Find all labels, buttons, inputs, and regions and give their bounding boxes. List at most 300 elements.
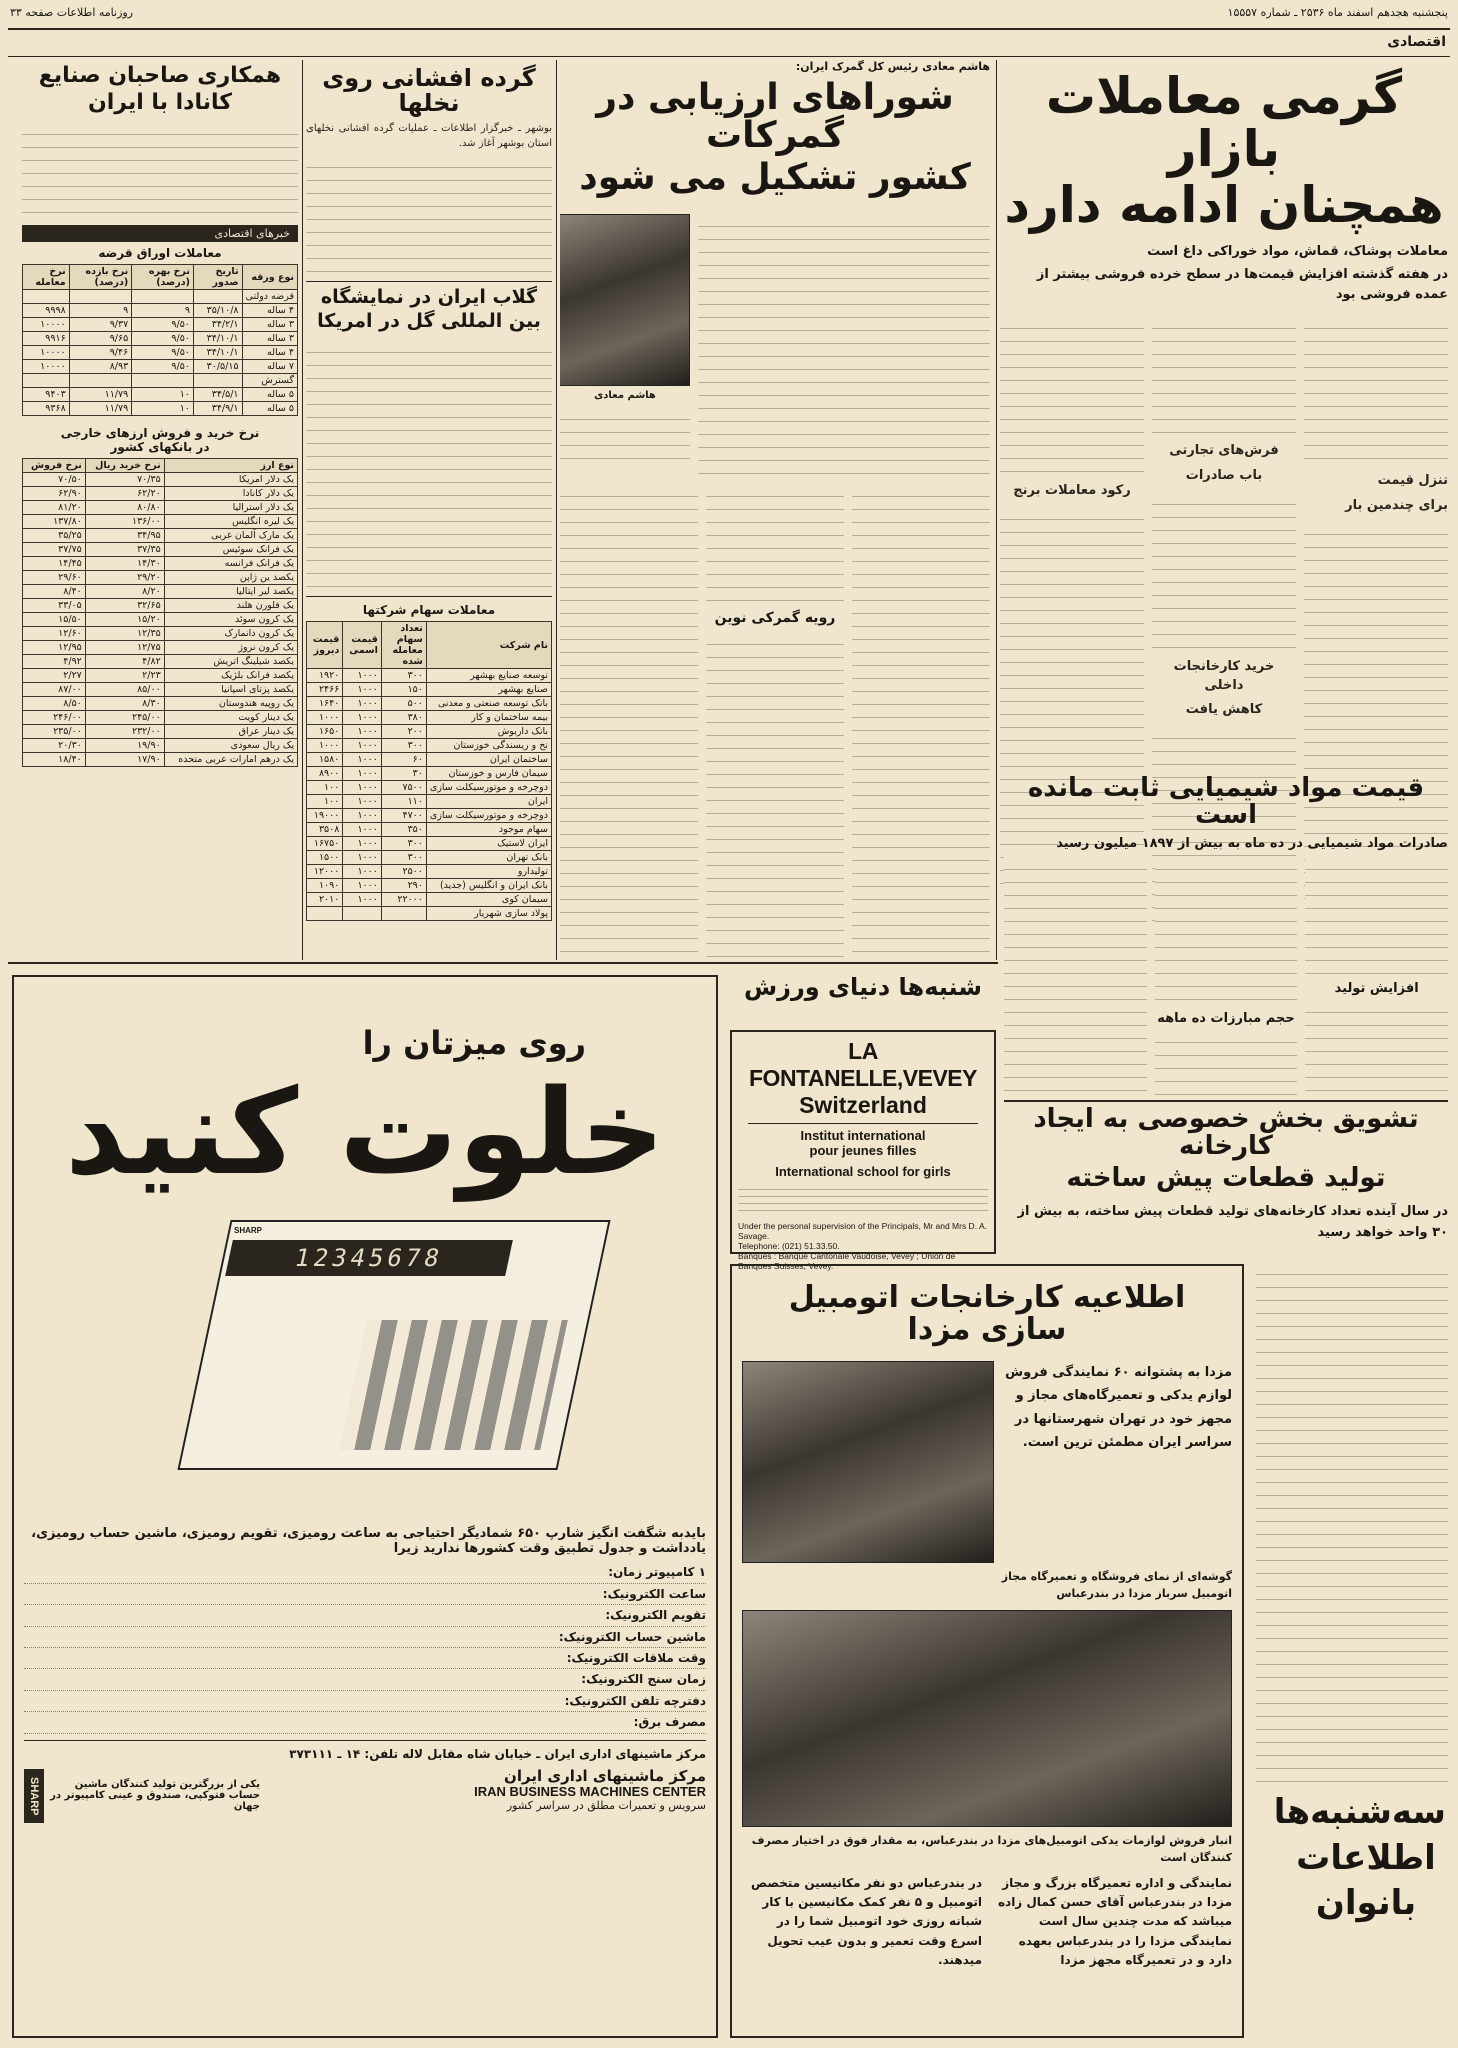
stocks-cell: ۸۹۰۰ bbox=[307, 767, 343, 781]
stocks-table bbox=[306, 621, 552, 921]
stocks-row bbox=[307, 795, 552, 809]
bonds-cell: ۹/۵۰ bbox=[132, 346, 194, 360]
lead-sub-export: باب صادرات bbox=[1185, 467, 1263, 483]
fx-cell: یک دینار عراق bbox=[164, 725, 297, 739]
sports-title: شنبه‌ها دنیای ورزش bbox=[744, 973, 982, 1001]
fx-cell: یکصد پزتای اسپانیا bbox=[164, 683, 297, 697]
stocks-cell: بیمه ساختمان و کار bbox=[426, 711, 551, 725]
stocks-cell: ۱۹۰۰۰ bbox=[307, 809, 343, 823]
bonds-cell: ۹/۵۰ bbox=[132, 332, 194, 346]
stocks-cell: ۱۰۰۰ bbox=[343, 683, 382, 697]
private-headline-1: تشویق بخش خصوصی به ایجاد کارخانه bbox=[1033, 1106, 1419, 1162]
customs-chief-photo bbox=[560, 214, 690, 386]
stocks-cell: ۴۷۰۰ bbox=[381, 809, 426, 823]
fx-cell: ۷۰/۵۰ bbox=[23, 473, 86, 487]
stocks-cell: ۳۰۰ bbox=[381, 837, 426, 851]
section-label: اقتصادی bbox=[1387, 34, 1446, 50]
fx-cell: ۳۷/۳۵ bbox=[85, 543, 164, 557]
stocks-cell: ۱۰۰۰ bbox=[343, 725, 382, 739]
bonds-cell: ۱۰ bbox=[132, 402, 194, 416]
fx-header: نرخ فروش bbox=[23, 459, 86, 473]
lead-sub-cut: تنزل قیمت bbox=[1377, 473, 1448, 489]
bonds-cell: ۹/۵۰ bbox=[132, 318, 194, 332]
col-rule-1 bbox=[996, 60, 997, 960]
sharp-feature-item: ماشین حساب الکترونیک: bbox=[24, 1627, 706, 1648]
stocks-row bbox=[307, 739, 552, 753]
school-name: LA FONTANELLE,VEVEY bbox=[749, 1038, 977, 1091]
lead-sub-buy: خرید کارخانجات داخلی bbox=[1173, 658, 1275, 693]
fx-cell: ۸۵/۰۰ bbox=[85, 683, 164, 697]
bonds-cell: ۹/۳۷ bbox=[69, 318, 132, 332]
bonds-cell: ۷ ساله bbox=[242, 360, 297, 374]
bonds-header: نوع ورقه bbox=[242, 265, 297, 290]
private-sector-body bbox=[1256, 1262, 1448, 1782]
rose-headline-2: بین المللی گل در امریکا bbox=[317, 310, 541, 333]
fx-cell: ۱۵/۵۰ bbox=[23, 613, 86, 627]
customs-photo-caption: هاشم معادی bbox=[594, 390, 656, 402]
bonds-cell: ۱۰ bbox=[132, 388, 194, 402]
bonds-row bbox=[23, 318, 298, 332]
stocks-cell: ۱۵۸۰ bbox=[307, 753, 343, 767]
fx-cell: یک کرون سوئد bbox=[164, 613, 297, 627]
fx-cell: یک فرانک فرانسه bbox=[164, 557, 297, 571]
fx-cell: ۱۵/۲۰ bbox=[85, 613, 164, 627]
fx-cell: ۶۲/۹۰ bbox=[23, 487, 86, 501]
fx-cell: ۲۰/۳۰ bbox=[23, 739, 86, 753]
fx-row bbox=[23, 487, 298, 501]
chemicals-sub-increase: افزایش تولید bbox=[1334, 980, 1419, 996]
fx-cell: ۷۰/۳۵ bbox=[85, 473, 164, 487]
stocks-header: نام شرکت bbox=[426, 622, 551, 669]
stocks-row bbox=[307, 753, 552, 767]
fx-cell: یک فلورن هلند bbox=[164, 599, 297, 613]
fx-cell: ۱۳۷/۸۰ bbox=[23, 515, 86, 529]
stocks-cell: بانک تهران bbox=[426, 851, 551, 865]
canada-headline-1: همکاری صاحبان صنایع bbox=[38, 63, 282, 88]
stocks-cell: ۲۰۰ bbox=[381, 725, 426, 739]
bonds-cell: ۴ ساله bbox=[242, 346, 297, 360]
fx-cell: ۴/۸۲ bbox=[85, 655, 164, 669]
stocks-cell: ۳۰۰ bbox=[381, 739, 426, 753]
bonds-cell: ۹/۵۰ bbox=[132, 360, 194, 374]
bonds-cell: ۹۳۶۸ bbox=[23, 402, 70, 416]
sharp-logo: SHARP bbox=[24, 1769, 44, 1824]
stocks-cell: ۱۰۰۰ bbox=[343, 865, 382, 879]
fx-row bbox=[23, 627, 298, 641]
stocks-row bbox=[307, 697, 552, 711]
fx-cell: یک کرون دانمارک bbox=[164, 627, 297, 641]
customs-article bbox=[560, 60, 990, 960]
sharp-feature-item: مصرف برق: bbox=[24, 1712, 706, 1733]
chemicals-sub-volume: حجم مبارزات ده ماهه bbox=[1157, 1010, 1295, 1026]
paper-page: روزنامه اطلاعات صفحه ۳۳ bbox=[10, 6, 134, 19]
fx-row bbox=[23, 739, 298, 753]
calculator-brand: SHARP bbox=[234, 1226, 263, 1236]
stocks-header: قیمت دیروز bbox=[307, 622, 343, 669]
stocks-row bbox=[307, 865, 552, 879]
sharp-feature-item: ۱ کامپیوتر زمان: bbox=[24, 1562, 706, 1583]
bonds-cell: ۳۴/۵/۱ bbox=[193, 388, 242, 402]
stocks-cell: صنایع بهشهر bbox=[426, 683, 551, 697]
stocks-cell: ۵۰۰ bbox=[381, 697, 426, 711]
fx-row bbox=[23, 585, 298, 599]
fx-row bbox=[23, 683, 298, 697]
sports-banner bbox=[730, 975, 996, 1015]
stocks-cell: ۷۵۰۰ bbox=[381, 781, 426, 795]
fx-cell: ۲۴۵/۰۰ bbox=[85, 711, 164, 725]
lead-deck-1: معاملات پوشاک، قماش، مواد خوراکی داغ است bbox=[1147, 243, 1448, 259]
stocks-cell: ۱۰۰ bbox=[307, 781, 343, 795]
stocks-cell: ۱۰۰ bbox=[307, 795, 343, 809]
stocks-cell: ۲۵۰۰ bbox=[381, 865, 426, 879]
bonds-cell: ۳۴/۱۰/۱ bbox=[193, 346, 242, 360]
tuesday-promo bbox=[1273, 1792, 1446, 2035]
fx-row bbox=[23, 711, 298, 725]
stocks-cell: ایران لاستیک bbox=[426, 837, 551, 851]
stocks-cell: ۳۰۰ bbox=[381, 851, 426, 865]
stocks-row bbox=[307, 725, 552, 739]
stocks-cell: ۱۰۰۰ bbox=[343, 809, 382, 823]
stocks-cell: بانک ایران و انگلیس (جدید) bbox=[426, 879, 551, 893]
fx-cell: ۳۵/۲۵ bbox=[23, 529, 86, 543]
bonds-cell bbox=[23, 374, 70, 388]
lead-sub-rice: رکود معاملات برنج bbox=[1013, 483, 1131, 499]
bonds-cell: ۱۰۰۰۰ bbox=[23, 318, 70, 332]
bonds-header: نرخ بهره (درصد) bbox=[132, 265, 194, 290]
bonds-header: تاریخ صدور bbox=[193, 265, 242, 290]
stocks-cell: نخ و ریسندگی خوزستان bbox=[426, 739, 551, 753]
fx-cell: ۸/۳۰ bbox=[85, 697, 164, 711]
mazda-warehouse-photo bbox=[742, 1610, 1232, 1827]
bonds-cell bbox=[23, 290, 70, 304]
fx-cell: ۱۲/۹۵ bbox=[23, 641, 86, 655]
school-line-2: pour jeunes filles bbox=[809, 1143, 917, 1158]
fx-row bbox=[23, 641, 298, 655]
bonds-header: نرخ بازده (درصد) bbox=[69, 265, 132, 290]
mazda-headline: اطلاعیه کارخانجات اتومبیل سازی مزدا bbox=[788, 1280, 1186, 1347]
fx-cell: یک ریال سعودی bbox=[164, 739, 297, 753]
fx-cell: ۲۹/۲۰ bbox=[85, 571, 164, 585]
fx-cell: ۸/۴۰ bbox=[23, 585, 86, 599]
bonds-cell: ۳۴/۹/۱ bbox=[193, 402, 242, 416]
stocks-cell: توسعه صنایع بهشهر bbox=[426, 669, 551, 683]
fx-row bbox=[23, 473, 298, 487]
stocks-cell: ۱۱۰ bbox=[381, 795, 426, 809]
bonds-cell bbox=[132, 374, 194, 388]
rose-headline-1: گلاب ایران در نمایشگاه bbox=[320, 286, 538, 309]
fx-cell: ۸۰/۸۰ bbox=[85, 501, 164, 515]
fx-row bbox=[23, 697, 298, 711]
sharp-feature-item: تقویم الکترونیک: bbox=[24, 1605, 706, 1626]
fx-cell: ۱۳۶/۰۰ bbox=[85, 515, 164, 529]
fx-cell: ۸۷/۰۰ bbox=[23, 683, 86, 697]
bonds-row bbox=[23, 360, 298, 374]
fx-row bbox=[23, 669, 298, 683]
rule-private bbox=[1004, 1100, 1448, 1102]
fx-cell: یکصد شیلینگ اتریش bbox=[164, 655, 297, 669]
stocks-cell: بانک داریوش bbox=[426, 725, 551, 739]
stocks-cell: ۳۸۰ bbox=[381, 711, 426, 725]
mazda-caption-2: انبار فروش لوازمات یدکی اتومبیل‌های مزدا در بندرعباس، به مقدار فوق در اختیار مصرف کنندگان است bbox=[751, 1834, 1232, 1864]
stocks-cell: ۶۰ bbox=[381, 753, 426, 767]
fx-cell: ۲/۲۳ bbox=[85, 669, 164, 683]
fx-cell: ۸۱/۲۰ bbox=[23, 501, 86, 515]
school-banks: Banques : Banque Cantonale Vaudoise, Vevey ; Union de Banques Suisses, Vevey. bbox=[738, 1251, 956, 1271]
fx-cell: ۳۷/۷۵ bbox=[23, 543, 86, 557]
lead-sub-drop: کاهش یافت bbox=[1185, 702, 1263, 718]
stocks-row bbox=[307, 669, 552, 683]
sharp-top-line: روی میزتان را bbox=[362, 1024, 586, 1062]
fx-cell: ۱۲/۳۵ bbox=[85, 627, 164, 641]
fx-cell: ۱۴/۳۰ bbox=[85, 557, 164, 571]
customs-kicker: هاشم معادی رئیس کل گمرک ایران: bbox=[795, 60, 990, 73]
bonds-cell: ۸/۹۳ bbox=[69, 360, 132, 374]
left-column bbox=[22, 60, 298, 960]
sharp-ad bbox=[12, 975, 718, 2038]
bonds-cell: ۹ bbox=[132, 304, 194, 318]
bonds-cell bbox=[69, 374, 132, 388]
bonds-cell: ۹/۶۵ bbox=[69, 332, 132, 346]
mazda-bottom-2: در بندرعباس دو نفر مکانیسین متخصص اتومبیل و ۵ نفر کمک مکانیسین با کار شبانه روزی خود اتومبیل شما را در اسرع وقت تعمیر و بدون عیب تحویل میدهند. bbox=[751, 1876, 982, 1967]
stocks-cell: سهام موجود bbox=[426, 823, 551, 837]
school-line-1: Institut international bbox=[800, 1128, 926, 1143]
stocks-cell: ۱۶۷۵۰ bbox=[307, 837, 343, 851]
pollination-headline: گرده افشانی روی نخلها bbox=[322, 64, 536, 118]
fx-title-1: نرخ خرید و فروش ارزهای خارجی bbox=[60, 426, 260, 441]
sharp-desc-1: بایدبه شگفت انگیز شارپ ۶۵۰ شمادیگر احتیاجی به ساعت رومیزی، تقویم رومیزی، ماشین حساب رومیزی، bbox=[31, 1526, 706, 1542]
stocks-cell: ۱۵۰ bbox=[381, 683, 426, 697]
stocks-row bbox=[307, 809, 552, 823]
bonds-row bbox=[23, 332, 298, 346]
economic-news-banner: خبرهای اقتصادی bbox=[22, 225, 298, 242]
calculator-keypad bbox=[340, 1320, 568, 1450]
fx-cell: ۲۳۲/۰۰ bbox=[85, 725, 164, 739]
fx-cell: یکصد فرانک بلژیک bbox=[164, 669, 297, 683]
school-line-4: Under the personal supervision of the Principals, Mr and Mrs D. A. Savage. bbox=[738, 1221, 987, 1241]
bonds-row bbox=[23, 388, 298, 402]
tuesday-line-1: سه‌شنبه‌ها bbox=[1273, 1792, 1446, 1832]
fx-cell: یک روپیه هندوستان bbox=[164, 697, 297, 711]
fx-cell: یک دلار کانادا bbox=[164, 487, 297, 501]
stocks-cell: ۱۰۰۰ bbox=[343, 893, 382, 907]
pollination-article bbox=[306, 60, 552, 960]
bonds-cell: ۹/۴۶ bbox=[69, 346, 132, 360]
fx-header: نرخ خرید ریال bbox=[85, 459, 164, 473]
bonds-cell: ۱۱/۷۹ bbox=[69, 402, 132, 416]
bonds-cell: گسترش bbox=[242, 374, 297, 388]
stocks-row bbox=[307, 879, 552, 893]
stocks-cell: سیمان فارس و خوزستان bbox=[426, 767, 551, 781]
fx-cell: ۲/۲۷ bbox=[23, 669, 86, 683]
sharp-feature-item: زمان سنج الکترونیک: bbox=[24, 1669, 706, 1690]
bonds-cell: ۵ ساله bbox=[242, 402, 297, 416]
stocks-cell: ۱۹۲۰ bbox=[307, 669, 343, 683]
stocks-cell: ۱۰۰۰ bbox=[343, 879, 382, 893]
bonds-cell: ۳۴/۲/۱ bbox=[193, 318, 242, 332]
school-ad bbox=[730, 1030, 996, 1271]
fx-cell: یکصد ین ژاپن bbox=[164, 571, 297, 585]
fx-cell: ۱۴/۴۵ bbox=[23, 557, 86, 571]
fx-cell: یک دینار کویت bbox=[164, 711, 297, 725]
stocks-cell: ۱۲۰۰۰ bbox=[307, 865, 343, 879]
fx-row bbox=[23, 529, 298, 543]
stocks-cell: ۱۰۰۰ bbox=[307, 739, 343, 753]
stocks-row bbox=[307, 823, 552, 837]
fx-row bbox=[23, 613, 298, 627]
bonds-header: نرخ معامله bbox=[23, 265, 70, 290]
tuesday-line-2: اطلاعات bbox=[1296, 1837, 1436, 1878]
bonds-cell bbox=[69, 290, 132, 304]
bonds-cell bbox=[193, 374, 242, 388]
stocks-cell: ۱۰۰۰ bbox=[343, 739, 382, 753]
fx-cell: ۶۲/۲۰ bbox=[85, 487, 164, 501]
stocks-cell: ۱۰۰۰ bbox=[343, 823, 382, 837]
sharp-feature-item: دفترچه تلفن الکترونیک: bbox=[24, 1691, 706, 1712]
stocks-cell: ۱۰۰۰ bbox=[343, 697, 382, 711]
calculator-display: 12345678 bbox=[225, 1240, 513, 1276]
stocks-cell: ۳۵۰۸ bbox=[307, 823, 343, 837]
mid-rule bbox=[8, 962, 998, 964]
tuesday-line-3: بانوان bbox=[1315, 1883, 1417, 1924]
fx-cell: یکصد لیر ایتالیا bbox=[164, 585, 297, 599]
bonds-cell: ۳ ساله bbox=[242, 318, 297, 332]
fx-row bbox=[23, 571, 298, 585]
fx-cell: ۱۲/۷۵ bbox=[85, 641, 164, 655]
sharp-address: مرکز ماشینهای اداری ایران ـ خیابان شاه مقابل لاله تلفن: ۱۴ ـ ۳۷۳۱۱۱ bbox=[289, 1746, 706, 1761]
bonds-cell: ۱۱/۷۹ bbox=[69, 388, 132, 402]
bonds-table bbox=[22, 264, 298, 416]
fx-cell: یک دلار امریکا bbox=[164, 473, 297, 487]
stocks-cell: بانک توسعه صنعتی و معدنی bbox=[426, 697, 551, 711]
stocks-cell: ۱۰۰۰ bbox=[343, 781, 382, 795]
chemicals-headline: قیمت مواد شیمیایی ثابت مانده است bbox=[1027, 775, 1425, 831]
bonds-cell: ۹۴۰۳ bbox=[23, 388, 70, 402]
bonds-cell: ۳ ساله bbox=[242, 332, 297, 346]
fx-row bbox=[23, 557, 298, 571]
stocks-cell: ۲۲۰۰۰ bbox=[381, 893, 426, 907]
sharp-big-line: خلوت کنید bbox=[65, 1062, 665, 1201]
stocks-cell: سیمان کوی bbox=[426, 893, 551, 907]
fx-cell: ۱۸/۴۰ bbox=[23, 753, 86, 767]
stocks-cell bbox=[307, 907, 343, 921]
sharp-desc-2: یادداشت و جدول تطبیق وقت کشورها ندارید زیرا bbox=[393, 1541, 706, 1557]
fx-row bbox=[23, 501, 298, 515]
fx-cell: یک کرون نروژ bbox=[164, 641, 297, 655]
stocks-cell: ۱۵۰۰ bbox=[307, 851, 343, 865]
stocks-cell: ۱۰۰۰ bbox=[307, 711, 343, 725]
masthead bbox=[0, 0, 1458, 28]
fx-row bbox=[23, 599, 298, 613]
fx-row bbox=[23, 655, 298, 669]
stocks-cell: ۳۵۰ bbox=[381, 823, 426, 837]
bonds-cell: ۳۵/۱۰/۸ bbox=[193, 304, 242, 318]
stocks-cell: پولاد سازی شهریار bbox=[426, 907, 551, 921]
bonds-cell: ۴ ساله bbox=[242, 304, 297, 318]
lead-headline-1: گرمی معاملات بازار bbox=[1045, 67, 1403, 178]
bonds-row bbox=[23, 304, 298, 318]
canada-headline-2: کانادا با ایران bbox=[87, 90, 233, 116]
stocks-cell: تولیدارو bbox=[426, 865, 551, 879]
bonds-cell bbox=[193, 290, 242, 304]
bonds-cell: ۵ ساله bbox=[242, 388, 297, 402]
private-headline-2: تولید قطعات پیش ساخته bbox=[1066, 1162, 1386, 1193]
lead-sub-first: برای چندمین بار bbox=[1345, 497, 1448, 513]
bonds-cell: ۱۰۰۰۰ bbox=[23, 346, 70, 360]
sharp-center-fa: مرکز ماشینهای اداری ایران bbox=[504, 1766, 706, 1785]
fx-cell: ۸/۲۰ bbox=[85, 585, 164, 599]
stocks-cell: ۱۰۰۰ bbox=[343, 669, 382, 683]
stocks-row bbox=[307, 851, 552, 865]
bonds-row bbox=[23, 402, 298, 416]
lead-sub-rugs: فرش‌های تجارتی bbox=[1169, 443, 1279, 459]
section-rule bbox=[8, 56, 1450, 57]
school-phone: Telephone: (021) 51.33.50. bbox=[738, 1241, 840, 1251]
stocks-header: تعداد سهام معامله شده bbox=[381, 622, 426, 669]
fx-cell: یک دلار استرالیا bbox=[164, 501, 297, 515]
stocks-row bbox=[307, 683, 552, 697]
mazda-storefront-photo bbox=[742, 1361, 994, 1563]
fx-cell: ۲۴۶/۰۰ bbox=[23, 711, 86, 725]
bonds-row bbox=[23, 374, 298, 388]
stocks-cell: ۱۰۰۰ bbox=[343, 795, 382, 809]
bonds-cell: ۹ bbox=[69, 304, 132, 318]
sharp-feature-list bbox=[24, 1562, 706, 1733]
stocks-row bbox=[307, 767, 552, 781]
calculator-illustration bbox=[24, 1210, 706, 1520]
stocks-cell: ۱۶۴۰ bbox=[307, 697, 343, 711]
stocks-cell: ۲۰۱۰ bbox=[307, 893, 343, 907]
fx-cell: ۳۳/۰۵ bbox=[23, 599, 86, 613]
mazda-text: مزدا به پشتوانه ۶۰ نمایندگی فروش لوازم یدکی و تعمیرگاه‌های مجاز و مجهز خود در تهران شهرستانها در سراسر ایران مطمئن ترین است. bbox=[1005, 1365, 1232, 1451]
school-line-3: International school for girls bbox=[775, 1164, 951, 1179]
mazda-bottom-1: نمایندگی و اداره تعمیرگاه بزرگ و مجاز مزدا در بندرعباس آقای حسن کمال زاده میباشد که مدت چندین سال است نمایندگی مزدا را در بندرعباس بعهده دارد و در تعمیرگاه مجهز مزدا bbox=[997, 1876, 1232, 1967]
stocks-cell: ۱۰۹۰ bbox=[307, 879, 343, 893]
fx-row bbox=[23, 725, 298, 739]
fx-cell: ۱۷/۹۰ bbox=[85, 753, 164, 767]
lead-headline-2: همچنان ادامه دارد bbox=[1004, 176, 1444, 234]
bonds-title: معاملات اوراق قرضه bbox=[98, 246, 222, 261]
fx-row bbox=[23, 515, 298, 529]
fx-cell: یک فرانک سوئیس bbox=[164, 543, 297, 557]
stocks-cell bbox=[343, 907, 382, 921]
bonds-cell: قرضه دولتی bbox=[242, 290, 297, 304]
fx-cell: یک درهم امارات عربی متحده bbox=[164, 753, 297, 767]
bonds-cell: ۳۰/۵/۱۵ bbox=[193, 360, 242, 374]
stocks-cell bbox=[381, 907, 426, 921]
bonds-row bbox=[23, 290, 298, 304]
lead-deck-2: در هفته گذشته افزایش قیمت‌ها در سطح خرده فروشی بیشتر از عمده فروشی بود bbox=[1036, 266, 1448, 303]
stocks-cell: ۳۰ bbox=[381, 767, 426, 781]
fx-cell: یک مارک آلمان غربی bbox=[164, 529, 297, 543]
fx-cell: ۲۳۵/۰۰ bbox=[23, 725, 86, 739]
chemicals-deck: صادرات مواد شیمیایی در ده ماه به بیش از ۱۸۹۷ میلیون رسید bbox=[1056, 835, 1448, 851]
stocks-title: معاملات سهام شرکتها bbox=[362, 603, 496, 618]
stocks-row bbox=[307, 893, 552, 907]
stocks-cell: ۱۰۰۰ bbox=[343, 837, 382, 851]
sharp-slogan: یکی از بزرگترین تولید کنندگان ماشین حساب فتوکپی، صندوق و عینی کامپیوتر در جهان bbox=[50, 1779, 260, 1813]
fx-cell: ۱۹/۹۰ bbox=[85, 739, 164, 753]
fx-cell: یک لیره انگلیس bbox=[164, 515, 297, 529]
fx-row bbox=[23, 543, 298, 557]
stocks-cell: دوچرخه و موتورسیکلت سازی bbox=[426, 781, 551, 795]
col-rule-3 bbox=[302, 60, 303, 960]
stocks-cell: ۱۰۰۰ bbox=[343, 711, 382, 725]
stocks-cell: ایران bbox=[426, 795, 551, 809]
bonds-cell: ۹۹۹۸ bbox=[23, 304, 70, 318]
school-country: Switzerland bbox=[799, 1092, 927, 1118]
fx-cell: ۸/۵۰ bbox=[23, 697, 86, 711]
mazda-caption-1: گوشه‌ای از نمای فروشگاه و تعمیرگاه مجاز اتومبیل سرباز مزدا در بندرعباس bbox=[1001, 1570, 1232, 1600]
